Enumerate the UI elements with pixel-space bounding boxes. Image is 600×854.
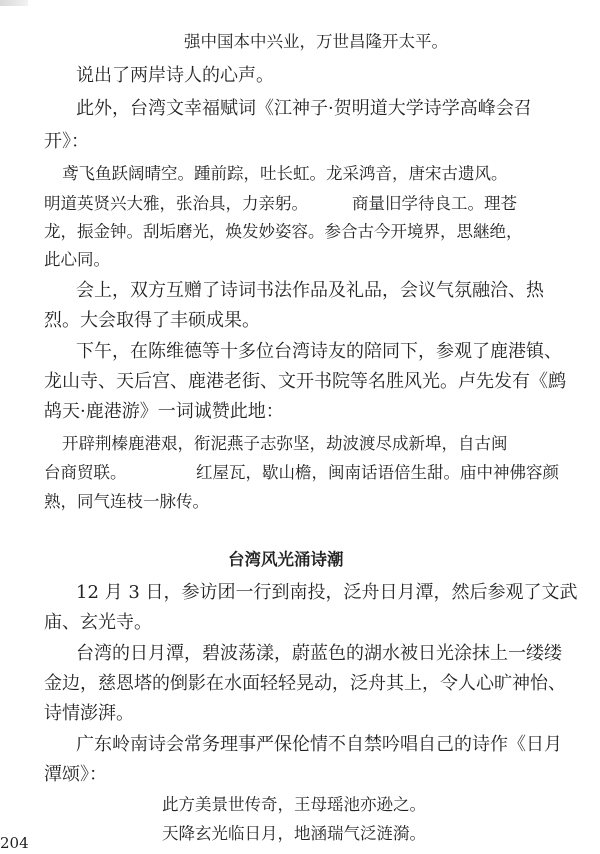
poem-line: 龙，振金钟。刮垢磨光，焕发妙姿容。参合古今开境界，思継绝，: [44, 222, 523, 241]
paragraph-line: 龙山寺、天后宫、鹿港老街、文开书院等名胜风光。卢先发有《鹧: [44, 371, 566, 392]
poem-line: 红屋瓦，歇山檐，闽南话语倍生甜。庙中神佛容颜: [196, 463, 559, 482]
paragraph-line: 12 月 3 日，参访团一行到南投，泛舟日月潭，然后参观了文武: [76, 582, 578, 603]
paragraph-line: 会上，双方互赠了诗词书法作品及礼品，会议气氛融洽、热: [76, 280, 544, 301]
paragraph-line: 下午，在陈维德等十多位台湾诗友的陪同下，参观了鹿港镇、: [76, 341, 562, 362]
paragraph-line: 此外，台湾文幸福赋词《江神子·贺明道大学诗学高峰会召: [76, 98, 532, 119]
poem-line: 此心同。: [44, 250, 110, 269]
page-corner-mark: [0, 0, 28, 6]
paragraph-line: 金边，慈恩塔的倒影在水面轻轻晃动，泛舟其上，令人心旷神怡、: [44, 673, 566, 694]
poem-line: 鸢飞鱼跃阔晴空。踵前踪，吐长虹。龙采鸿音，唐宋古遗风。: [62, 164, 508, 183]
poem-line: 熟，同气连枝一脉传。: [44, 492, 209, 511]
poem-line: 台商贸联。: [44, 463, 127, 482]
paragraph-line: 烈。大会取得了丰硕成果。: [44, 310, 260, 331]
poem-line: 开辟荆榛鹿港艰，衔泥燕子志弥坚，劫波渡尽成新埠，自古闽: [62, 434, 508, 453]
paragraph-line: 庙、玄光寺。: [44, 612, 152, 633]
poem-line: 天降玄光临日月，地涵瑞气泛涟漪。: [162, 824, 426, 843]
poem-line: 此方美景世传奇，王母瑶池亦逊之。: [162, 795, 426, 814]
paragraph-line: 鸪天·鹿港游》一词诚赞此地：: [44, 401, 284, 422]
page-number: 204: [0, 834, 29, 852]
section-heading: 台湾风光涌诗潮: [228, 550, 344, 569]
poem-line: 商量旧学待良工。理苍: [352, 194, 517, 213]
paragraph-line: 诗情澎湃。: [44, 703, 134, 724]
paragraph-line: 说出了两岸诗人的心声。: [76, 65, 274, 86]
poem-line: 强中国本中兴业，万世昌隆开太平。: [184, 32, 448, 51]
paragraph-line: 台湾的日月潭，碧波荡漾，蔚蓝色的湖水被日光涂抹上一缕缕: [76, 643, 562, 664]
paragraph-line: 开》：: [44, 131, 89, 152]
paragraph-line: 广东岭南诗会常务理事严保伦情不自禁吟唱自己的诗作《日月: [76, 734, 562, 755]
poem-line: 明道英贤兴大雅，张治具，力亲躬。: [44, 194, 308, 213]
paragraph-line: 潭颂》：: [44, 764, 107, 785]
